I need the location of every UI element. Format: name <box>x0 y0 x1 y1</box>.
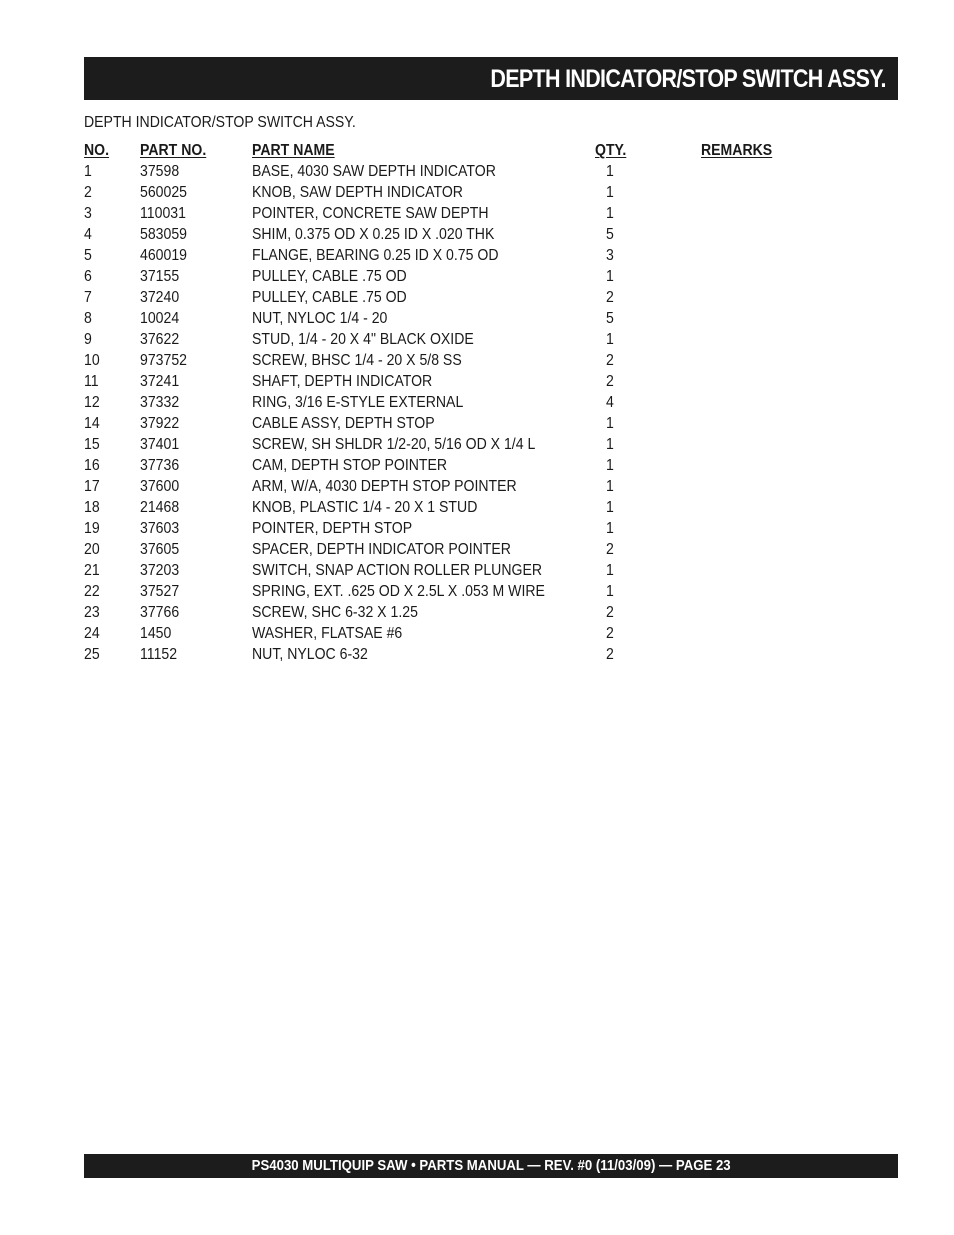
table-row <box>84 350 804 371</box>
cell-part-name: POINTER, CONCRETE SAW DEPTH <box>252 205 489 222</box>
cell-qty: 5 <box>606 310 614 327</box>
table-row <box>84 287 804 308</box>
cell-qty: 1 <box>606 478 614 495</box>
cell-part-name: SCREW, BHSC 1/4 - 20 X 5/8 SS <box>252 352 462 369</box>
table-row <box>84 245 804 266</box>
cell-no: 15 <box>84 436 100 453</box>
cell-qty: 1 <box>606 583 614 600</box>
page-title: DEPTH INDICATOR/STOP SWITCH ASSY. <box>490 65 886 93</box>
table-row <box>84 161 804 182</box>
table-row <box>84 497 804 518</box>
cell-qty: 2 <box>606 604 614 621</box>
table-row <box>84 413 804 434</box>
cell-part-no: 37241 <box>140 373 180 390</box>
cell-part-no: 37203 <box>140 562 180 579</box>
column-header-no: NO. <box>84 142 110 159</box>
cell-part-no: 110031 <box>140 205 186 222</box>
cell-part-name: PULLEY, CABLE .75 OD <box>252 268 407 285</box>
cell-part-no: 1450 <box>140 625 172 642</box>
table-row <box>84 203 804 224</box>
cell-part-name: SPACER, DEPTH INDICATOR POINTER <box>252 541 511 558</box>
cell-part-name: WASHER, FLATSAE #6 <box>252 625 403 642</box>
cell-part-no: 37603 <box>140 520 180 537</box>
cell-part-no: 37922 <box>140 415 180 432</box>
cell-part-no: 10024 <box>140 310 180 327</box>
cell-qty: 1 <box>606 184 614 201</box>
cell-qty: 3 <box>606 247 614 264</box>
cell-part-name: KNOB, PLASTIC 1/4 - 20 X 1 STUD <box>252 499 478 516</box>
table-row <box>84 371 804 392</box>
cell-no: 1 <box>84 163 92 180</box>
table-row <box>84 224 804 245</box>
table-row <box>84 266 804 287</box>
cell-qty: 1 <box>606 436 614 453</box>
cell-part-name: PULLEY, CABLE .75 OD <box>252 289 407 306</box>
cell-part-name: SCREW, SHC 6-32 X 1.25 <box>252 604 418 621</box>
table-body <box>84 161 804 665</box>
cell-part-no: 583059 <box>140 226 187 243</box>
cell-part-name: POINTER, DEPTH STOP <box>252 520 413 537</box>
cell-part-name: SCREW, SH SHLDR 1/2-20, 5/16 OD X 1/4 L <box>252 436 536 453</box>
cell-qty: 1 <box>606 163 614 180</box>
cell-no: 23 <box>84 604 100 621</box>
page-header-bar <box>84 57 898 100</box>
cell-no: 22 <box>84 583 100 600</box>
cell-qty: 1 <box>606 331 614 348</box>
table-row <box>84 455 804 476</box>
cell-part-no: 37401 <box>140 436 180 453</box>
cell-no: 24 <box>84 625 100 642</box>
cell-qty: 1 <box>606 520 614 537</box>
cell-qty: 4 <box>606 394 614 411</box>
table-row <box>84 434 804 455</box>
cell-part-name: RING, 3/16 E-STYLE EXTERNAL <box>252 394 464 411</box>
cell-part-no: 973752 <box>140 352 187 369</box>
cell-part-no: 37527 <box>140 583 180 600</box>
cell-no: 16 <box>84 457 100 474</box>
cell-qty: 1 <box>606 415 614 432</box>
cell-part-name: ARM, W/A, 4030 DEPTH STOP POINTER <box>252 478 517 495</box>
cell-no: 12 <box>84 394 100 411</box>
table-row <box>84 392 804 413</box>
cell-part-no: 460019 <box>140 247 187 264</box>
cell-part-no: 37766 <box>140 604 180 621</box>
cell-part-name: NUT, NYLOC 6-32 <box>252 646 368 663</box>
cell-no: 2 <box>84 184 92 201</box>
cell-part-name: KNOB, SAW DEPTH INDICATOR <box>252 184 463 201</box>
cell-no: 9 <box>84 331 92 348</box>
table-row <box>84 182 804 203</box>
table-row <box>84 623 804 644</box>
table-row <box>84 560 804 581</box>
column-header-part-name: PART NAME <box>252 142 335 159</box>
parts-table <box>84 140 804 665</box>
cell-part-no: 37598 <box>140 163 180 180</box>
section-title: DEPTH INDICATOR/STOP SWITCH ASSY. <box>84 114 356 131</box>
table-row <box>84 644 804 665</box>
cell-part-no: 11152 <box>140 646 178 663</box>
cell-part-name: SWITCH, SNAP ACTION ROLLER PLUNGER <box>252 562 543 579</box>
cell-no: 25 <box>84 646 100 663</box>
cell-part-name: CABLE ASSY, DEPTH STOP <box>252 415 435 432</box>
cell-no: 21 <box>84 562 100 579</box>
cell-part-no: 37622 <box>140 331 180 348</box>
cell-part-no: 37605 <box>140 541 180 558</box>
cell-part-no: 560025 <box>140 184 187 201</box>
page-footer-bar <box>84 1154 898 1178</box>
cell-no: 4 <box>84 226 92 243</box>
cell-qty: 2 <box>606 625 614 642</box>
column-header-qty: QTY. <box>595 142 627 159</box>
table-row <box>84 602 804 623</box>
cell-part-name: NUT, NYLOC 1/4 - 20 <box>252 310 388 327</box>
cell-part-no: 37240 <box>140 289 180 306</box>
cell-no: 10 <box>84 352 100 369</box>
cell-part-name: FLANGE, BEARING 0.25 ID X 0.75 OD <box>252 247 499 264</box>
cell-part-name: CAM, DEPTH STOP POINTER <box>252 457 448 474</box>
cell-no: 8 <box>84 310 92 327</box>
footer-text: PS4030 MULTIQUIP SAW • PARTS MANUAL — REV. #0 (11/03/09) — PAGE 23 <box>251 1157 731 1174</box>
cell-qty: 1 <box>606 499 614 516</box>
cell-part-no: 21468 <box>140 499 180 516</box>
cell-part-name: SHIM, 0.375 OD X 0.25 ID X .020 THK <box>252 226 495 243</box>
cell-no: 7 <box>84 289 92 306</box>
cell-part-name: SPRING, EXT. .625 OD X 2.5L X .053 M WIRE <box>252 583 545 600</box>
cell-qty: 1 <box>606 562 614 579</box>
cell-no: 19 <box>84 520 100 537</box>
table-row <box>84 518 804 539</box>
cell-qty: 2 <box>606 289 614 306</box>
column-header-remarks: REMARKS <box>701 142 773 159</box>
cell-no: 5 <box>84 247 92 264</box>
cell-part-no: 37332 <box>140 394 180 411</box>
cell-part-no: 37736 <box>140 457 180 474</box>
cell-part-name: BASE, 4030 SAW DEPTH INDICATOR <box>252 163 496 180</box>
cell-no: 6 <box>84 268 92 285</box>
cell-no: 3 <box>84 205 92 222</box>
cell-qty: 2 <box>606 541 614 558</box>
cell-no: 14 <box>84 415 100 432</box>
table-header-row <box>84 140 804 161</box>
cell-no: 18 <box>84 499 100 516</box>
table-row <box>84 308 804 329</box>
cell-qty: 1 <box>606 268 614 285</box>
cell-qty: 5 <box>606 226 614 243</box>
column-header-part-no: PART NO. <box>140 142 207 159</box>
cell-no: 20 <box>84 541 100 558</box>
cell-no: 11 <box>84 373 99 390</box>
cell-part-name: SHAFT, DEPTH INDICATOR <box>252 373 433 390</box>
table-row <box>84 539 804 560</box>
cell-qty: 2 <box>606 646 614 663</box>
table-row <box>84 476 804 497</box>
cell-part-no: 37155 <box>140 268 180 285</box>
table-row <box>84 581 804 602</box>
cell-qty: 1 <box>606 457 614 474</box>
cell-qty: 1 <box>606 205 614 222</box>
cell-part-name: STUD, 1/4 - 20 X 4" BLACK OXIDE <box>252 331 474 348</box>
cell-qty: 2 <box>606 352 614 369</box>
cell-qty: 2 <box>606 373 614 390</box>
cell-no: 17 <box>84 478 100 495</box>
cell-part-no: 37600 <box>140 478 180 495</box>
table-row <box>84 329 804 350</box>
